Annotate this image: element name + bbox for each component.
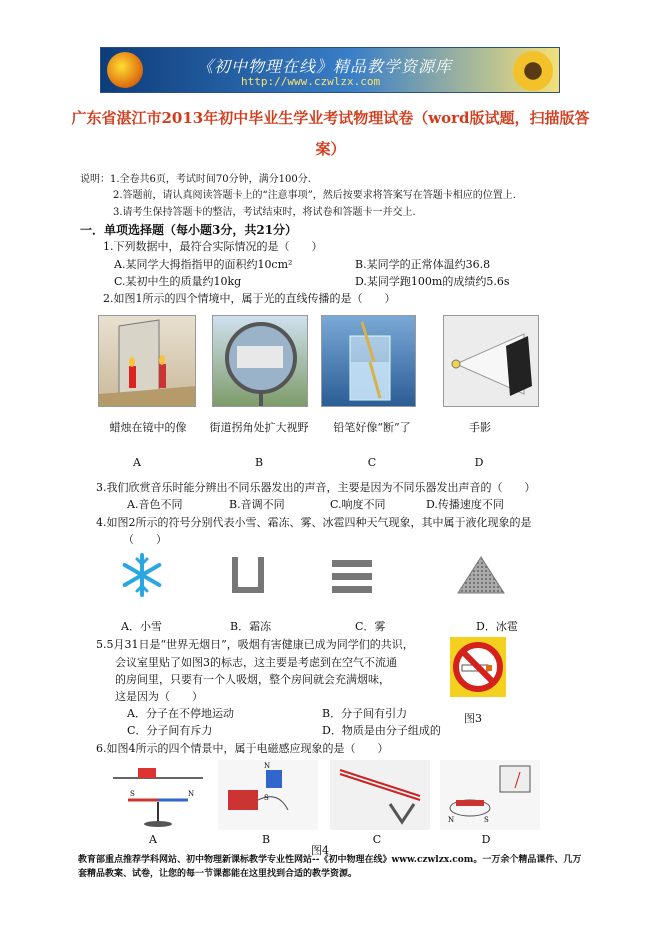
note-2: 2.答题前，请认真阅读答题卡上的“注意事项”，然后按要求将答案写在答题卡相应的位置上. <box>113 190 516 201</box>
q3-option-d: D.传播速度不同 <box>426 498 504 511</box>
q2-caption-d: 手影 <box>469 421 491 434</box>
q6-stem: 6.如图4所示的四个情景中，属于电磁感应现象的是（ ） <box>96 742 389 755</box>
q3-stem: 3.我们欣赏音乐时能分辨出不同乐器发出的声音，主要是因为不同乐器发出声音的（ ） <box>96 481 536 494</box>
fig3-label: 图3 <box>464 712 482 725</box>
q6-letter-c: C <box>372 833 382 846</box>
hail-icon <box>456 553 506 597</box>
q1-option-c: C.某初中生的质量约10kg <box>114 275 242 288</box>
q6-figure-b-motor <box>218 760 318 830</box>
q6-letter-b: B <box>261 833 271 846</box>
q5-line-1: 5.5月31日是“世界无烟日”，吸烟有害健康已成为同学们的共识， <box>96 638 414 651</box>
q5-option-c: C．分子间有斥力 <box>127 724 213 737</box>
q1-stem: 1.下列数据中，最符合实际情况的是（ ） <box>103 240 323 253</box>
q3-option-a: A.音色不同 <box>127 498 183 511</box>
banner-title: 《初中物理在线》精品教学资源库 <box>197 57 453 76</box>
banner-url[interactable]: http://www.czwlzx.com <box>241 75 381 88</box>
q2-caption-b: 街道拐角处扩大视野 <box>209 421 309 434</box>
q5-line-3: 的房间里，只要有一个人吸烟，整个房间就会充满烟味， <box>115 673 390 686</box>
q2-letter-c: C <box>367 456 377 469</box>
q3-option-c: C.响度不同 <box>330 498 386 511</box>
header-banner <box>100 47 560 93</box>
q4-stem-paren: （ ） <box>123 533 167 546</box>
q6-letter-d: D <box>481 833 491 846</box>
q2-letter-b: B <box>254 456 264 469</box>
svg-text:S: S <box>130 790 135 798</box>
q6-figure-d-galvanometer <box>440 760 540 830</box>
q1-option-d: D.某同学跑100m的成绩约5.6s <box>355 275 510 288</box>
q1-option-a: A.某同学大拇指指甲的面积约10cm² <box>114 258 293 271</box>
document-title: 广东省湛江市2013年初中毕业生学业考试物理试卷（word版试题，扫描版答案） <box>71 109 590 158</box>
q4-caption-b: B．霜冻 <box>230 620 272 633</box>
sunflower-image <box>513 51 553 91</box>
q4-caption-c: C．雾 <box>355 620 386 633</box>
q4-stem: 4.如图2所示的符号分别代表小雪、霜冻、雾、冰雹四种天气现象，其中属于液化现象的是 <box>96 516 532 529</box>
q5-option-d: D．物质是由分子组成的 <box>322 724 441 737</box>
q3-option-b: B.音调不同 <box>229 498 285 511</box>
fig4-label: 图4 <box>311 844 329 857</box>
q2-caption-c: 铅笔好像“断”了 <box>333 421 411 434</box>
frost-icon <box>226 553 270 597</box>
note-1: 说明：1.全卷共6页，考试时间70分钟，满分100分. <box>80 174 311 185</box>
svg-text:S: S <box>264 794 269 802</box>
svg-text:S: S <box>484 816 489 824</box>
no-smoking-sign-icon <box>450 637 506 697</box>
snowflake-icon <box>120 553 164 597</box>
q2-caption-a: 蜡烛在镜中的像 <box>109 421 187 434</box>
q6-figure-a-oersted <box>108 760 208 830</box>
q5-line-4: 这是因为（ ） <box>115 690 203 703</box>
site-logo <box>107 52 143 88</box>
q5-option-a: A．分子在不停地运动 <box>127 707 234 720</box>
note-3: 3.请考生保持答题卡的整洁，考试结束时，将试卷和答题卡一并交上. <box>113 207 416 218</box>
q2-stem: 2.如图1所示的四个情境中，属于光的直线传播的是（ ） <box>103 292 396 305</box>
svg-text:N: N <box>188 790 195 798</box>
q4-caption-d: D．冰雹 <box>476 620 518 633</box>
q2-letter-d: D <box>474 456 484 469</box>
fog-icon <box>330 556 374 596</box>
svg-text:N: N <box>264 762 271 770</box>
candle-mirror-photo <box>98 315 196 407</box>
q2-letter-a: A <box>133 456 141 469</box>
q6-letter-a: A <box>149 833 157 846</box>
hand-shadow-photo <box>443 315 539 407</box>
q5-option-b: B．分子间有引力 <box>322 707 408 720</box>
svg-text:N: N <box>448 816 455 824</box>
q6-figure-c-magnet <box>330 760 430 830</box>
page-footer: 教育部重点推荐学科网站、初中物理新课标教学专业性网站--《初中物理在线》www.czwlzx.com。一万余个精品课件、几万套精品教案、试卷，让您的每一节课都能在这里找到合适的教学资源。 <box>78 855 582 879</box>
q1-option-b: B.某同学的正常体温约36.8 <box>355 258 491 271</box>
section-heading: 一．单项选择题（每小题3分，共21分） <box>80 223 298 237</box>
convex-mirror-photo <box>212 315 308 407</box>
pencil-water-photo <box>321 315 416 407</box>
q5-line-2: 会议室里贴了如图3的标志，这主要是考虑到在空气不流通 <box>115 656 397 669</box>
q4-caption-a: A．小雪 <box>121 620 162 633</box>
